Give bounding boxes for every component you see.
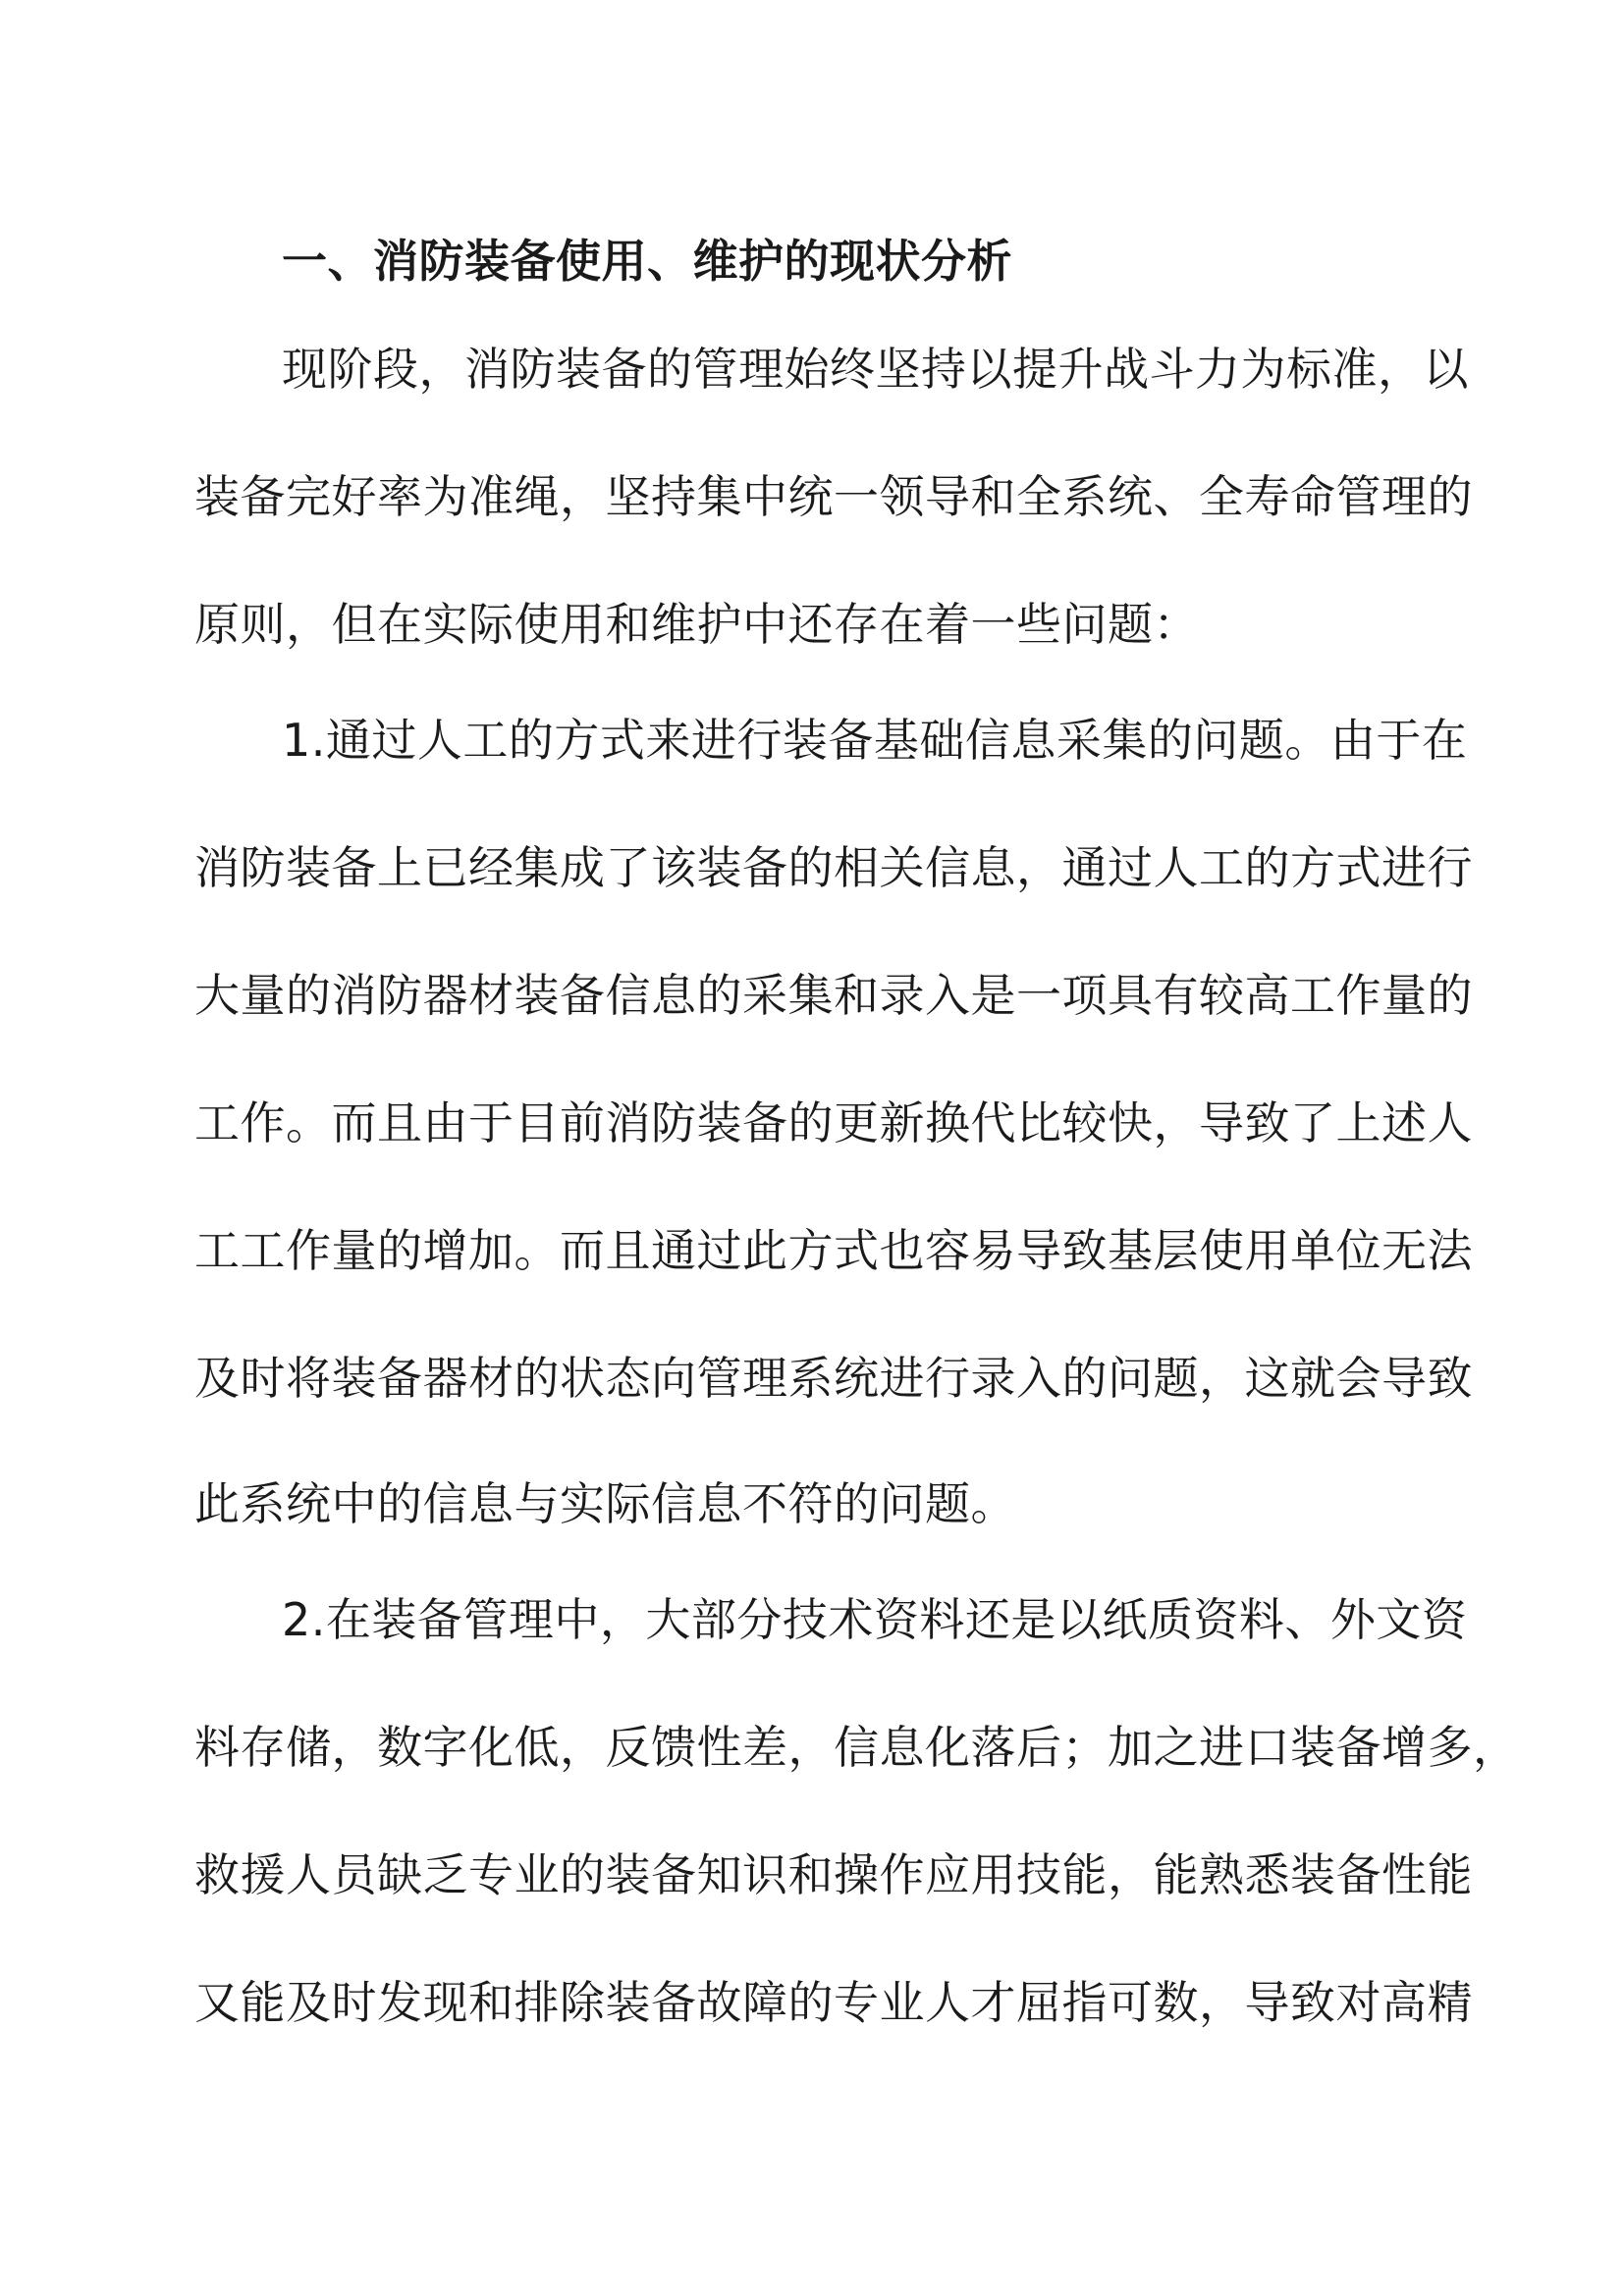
paragraph-line: 大量的消防器材装备信息的采集和录入是一项具有较高工作量的 xyxy=(194,969,1473,1022)
paragraph-line: 工作。而且由于目前消防装备的更新换代比较快，导致了上述人 xyxy=(194,1096,1473,1149)
paragraph-line: 此系统中的信息与实际信息不符的问题。 xyxy=(194,1477,1016,1530)
paragraph-line: 1.通过人工的方式来进行装备基础信息采集的问题。由于在 xyxy=(282,714,1468,767)
section-heading: 一、消防装备使用、维护的现状分析 xyxy=(282,235,1012,288)
paragraph-line: 装备完好率为准绳，坚持集中统一领导和全系统、全寿命管理的 xyxy=(194,470,1473,523)
paragraph-line: 消防装备上已经集成了该装备的相关信息，通过人工的方式进行 xyxy=(194,841,1473,894)
paragraph-line: 工工作量的增加。而且通过此方式也容易导致基层使用单位无法 xyxy=(194,1224,1473,1277)
paragraph-line: 及时将装备器材的状态向管理系统进行录入的问题，这就会导致 xyxy=(194,1352,1473,1405)
paragraph-line: 原则，但在实际使用和维护中还存在着一些问题： xyxy=(194,598,1199,651)
paragraph-line: 又能及时发现和排除装备故障的专业人才屈指可数，导致对高精 xyxy=(194,1976,1473,2029)
paragraph-line: 2.在装备管理中，大部分技术资料还是以纸质资料、外文资 xyxy=(282,1593,1468,1646)
paragraph-line: 救援人员缺乏专业的装备知识和操作应用技能，能熟悉装备性能 xyxy=(194,1848,1473,1901)
paragraph-line: 现阶段，消防装备的管理始终坚持以提升战斗力为标准，以 xyxy=(282,343,1469,396)
paragraph-line: 料存储，数字化低，反馈性差，信息化落后；加之进口装备增多， xyxy=(194,1721,1519,1774)
